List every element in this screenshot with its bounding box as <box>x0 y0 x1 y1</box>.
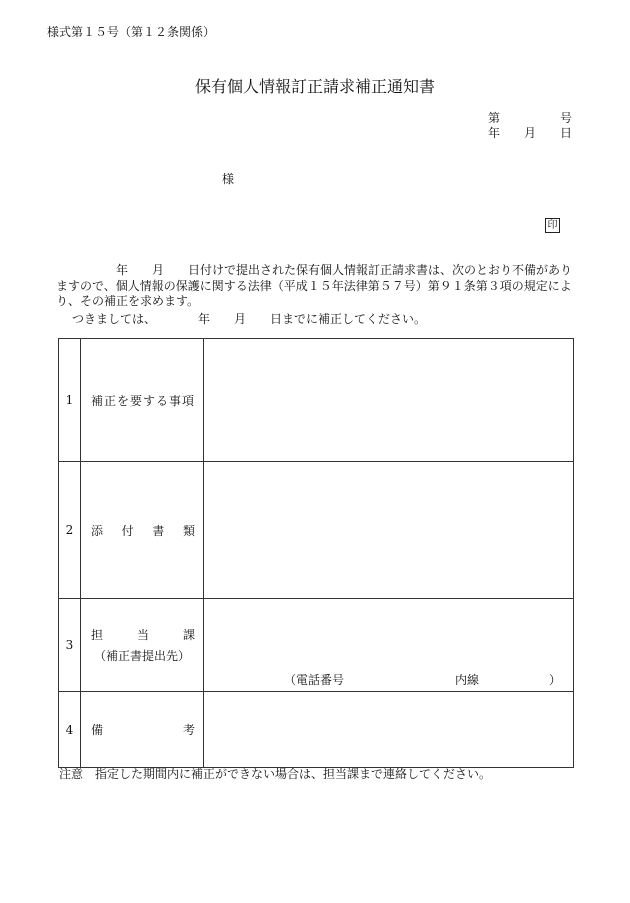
correction-items-label: 補正を要する事項 <box>91 393 196 408</box>
row-number: 4 <box>59 692 81 768</box>
document-date <box>488 127 572 139</box>
row-label <box>81 599 204 692</box>
phone-area <box>204 599 573 691</box>
phone-label: （電話番号 <box>284 673 345 687</box>
label-char: 考 <box>182 723 195 737</box>
document-title: 保有個人情報訂正請求補正通知書 <box>194 77 435 96</box>
label-char: 添 <box>91 523 104 538</box>
deadline-line: つきましては、 年 月 日までに補正してください。 <box>72 312 427 326</box>
row-label <box>81 339 204 462</box>
day-label: 日 <box>559 126 572 140</box>
label-char: 備 <box>91 723 104 737</box>
label-char: 類 <box>182 523 195 538</box>
body-line-2: ますので、個人情報の保護に関する法律（平成１５年法律第５７号）第９１条第３項の規定によ <box>56 278 572 293</box>
seal-mark: 印 <box>545 218 560 233</box>
label-char: 付 <box>121 523 134 538</box>
phone-line <box>284 671 561 688</box>
go-label: 号 <box>559 111 572 125</box>
row-label <box>81 692 204 768</box>
table-row <box>59 462 574 599</box>
department-field[interactable] <box>204 599 574 692</box>
month-label: 月 <box>523 126 536 140</box>
table-row <box>59 692 574 768</box>
label-char: 担 <box>91 628 104 642</box>
form-code: 様式第１５号（第１２条関係） <box>47 25 216 39</box>
year-label: 年 <box>487 126 500 140</box>
remarks-label <box>81 721 203 738</box>
attachments-field[interactable] <box>204 462 574 599</box>
row-number: 3 <box>59 599 81 692</box>
department-sublabel: （補正書提出先） <box>93 649 190 663</box>
label-char: 当 <box>136 628 149 642</box>
correction-table <box>58 338 574 768</box>
attachments-label <box>81 522 203 539</box>
addressee-suffix: 様 <box>222 172 235 186</box>
body-line-1: 年 月 日付けで提出された保有個人情報訂正請求書は、次のとおり不備があり <box>56 263 573 277</box>
row-number: 1 <box>59 339 81 462</box>
body-text <box>56 263 576 310</box>
body-line-3: り、その補正を求めます。 <box>56 294 200 308</box>
note-text: 注意 指定した期間内に補正ができない場合は、担当課まで連絡してください。 <box>59 767 492 781</box>
extension-label: 内線 <box>454 673 479 687</box>
dai-label: 第 <box>487 111 500 125</box>
correction-items-field[interactable] <box>204 339 574 462</box>
table-row <box>59 339 574 462</box>
document-number <box>488 112 572 124</box>
remarks-field[interactable] <box>204 692 574 768</box>
row-number: 2 <box>59 462 81 599</box>
label-char: 書 <box>152 523 165 538</box>
table-row <box>59 599 574 692</box>
label-char: 課 <box>182 628 195 642</box>
row-label <box>81 462 204 599</box>
phone-close: ） <box>548 673 561 687</box>
department-label <box>81 626 203 643</box>
